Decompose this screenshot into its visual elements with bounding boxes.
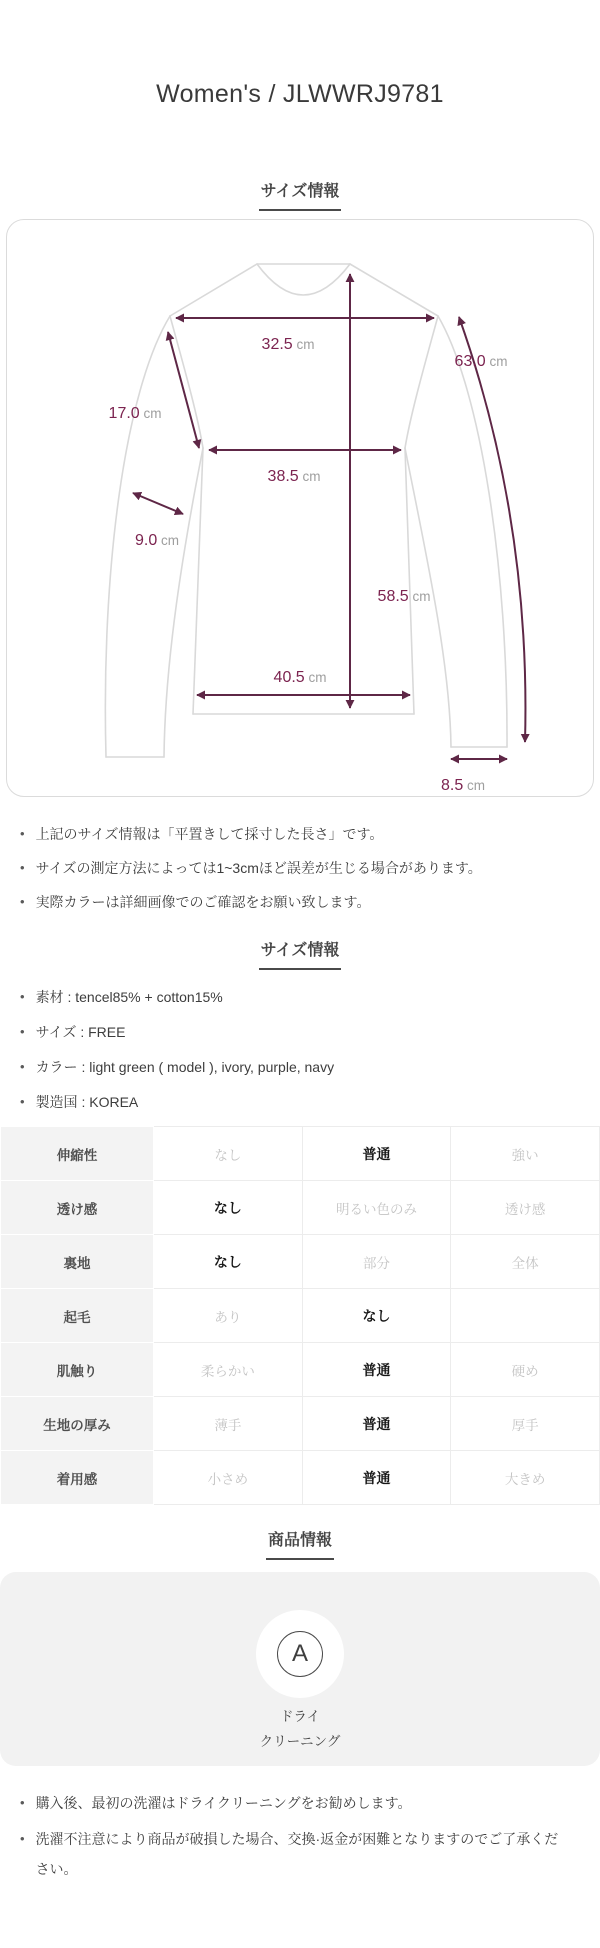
size-diagram-panel [6, 219, 594, 797]
attribute-value: 柔らかい [154, 1343, 303, 1397]
attribute-value-selected: なし [302, 1289, 451, 1343]
product-info-heading-label: 商品情報 [266, 1531, 334, 1560]
bullet-icon: • [20, 989, 25, 1004]
size-diagram-heading-label: サイズ情報 [259, 182, 342, 211]
attribute-value: あり [154, 1289, 303, 1343]
table-row [1, 1235, 600, 1289]
attribute-value: 大きめ [451, 1451, 600, 1505]
care-symbol-label-line1: ドライ [279, 1709, 321, 1724]
measurement-arrows [109, 274, 526, 794]
list-item [20, 1056, 572, 1078]
list-item [20, 1788, 572, 1818]
list-item-text: 実際カラーは詳細画像でのご確認をお願い致します。 [35, 894, 371, 910]
attribute-value-selected: 普通 [302, 1397, 451, 1451]
list-item-text: 洗濯不注意により商品が破損した場合、交換·返金が困難となりますのでご了承ください。 [35, 1831, 559, 1877]
row-label: 伸縮性 [1, 1127, 154, 1181]
measure-label-sleeve_length: 63.0 cm [454, 353, 508, 370]
care-symbol-label-line2: クリーニング [259, 1734, 341, 1749]
attribute-value-selected: なし [154, 1235, 303, 1289]
row-label: 肌触り [1, 1343, 154, 1397]
row-label: 着用感 [1, 1451, 154, 1505]
attribute-value: 強い [451, 1127, 600, 1181]
size-info-heading-label: サイズ情報 [259, 941, 342, 970]
measure-arrow-sleeve_length [459, 317, 525, 742]
care-instructions-panel [0, 1572, 600, 1766]
attribute-value-selected: 普通 [302, 1451, 451, 1505]
list-item-text: サイズの測定方法によっては1~3cmほど誤差が生じる場合があります。 [35, 860, 482, 876]
attributes-table [0, 1126, 600, 1505]
list-item-text: カラー : light green ( model ), ivory, purple, navy [35, 1059, 335, 1075]
table-row [1, 1289, 600, 1343]
garment-measurement-diagram [7, 220, 594, 795]
measure-label-cuff_width: 8.5 cm [441, 777, 485, 794]
attribute-value: 硬め [451, 1343, 600, 1397]
size-info-heading [0, 941, 600, 970]
list-item [20, 891, 572, 913]
attribute-value: なし [154, 1127, 303, 1181]
attribute-value: 薄手 [154, 1397, 303, 1451]
table-row [1, 1127, 600, 1181]
bullet-icon: • [20, 1795, 25, 1810]
attribute-value: 部分 [302, 1235, 451, 1289]
list-item [20, 1824, 572, 1884]
attribute-value: 明るい色のみ [302, 1181, 451, 1235]
row-label: 透け感 [1, 1181, 154, 1235]
bullet-icon: • [20, 1094, 25, 1109]
measure-label-total_length: 58.5 cm [377, 588, 431, 605]
page-title: Women's / JLWWRJ9781 [156, 80, 444, 108]
bullet-icon: • [20, 1024, 25, 1039]
attribute-value: 小さめ [154, 1451, 303, 1505]
measure-label-sleeve_width: 9.0 cm [135, 532, 179, 549]
list-item [20, 1091, 572, 1113]
attribute-value: 厚手 [451, 1397, 600, 1451]
bullet-icon: • [20, 826, 25, 841]
care-symbol-background [256, 1610, 344, 1698]
measure-label-armhole_depth: 17.0 cm [108, 405, 162, 422]
table-row [1, 1343, 600, 1397]
measure-arrow-armhole_depth [168, 332, 199, 448]
attribute-value-selected: なし [154, 1181, 303, 1235]
size-info-specs [0, 986, 600, 1113]
list-item [20, 857, 572, 879]
row-label: 起毛 [1, 1289, 154, 1343]
care-symbol-label [0, 1704, 600, 1754]
list-item [20, 986, 572, 1008]
dry-cleaning-a-icon: A [277, 1631, 323, 1677]
attribute-value-selected: 普通 [302, 1127, 451, 1181]
list-item-text: 素材 : tencel85% + cotton15% [35, 989, 223, 1005]
list-item-text: 購入後、最初の洗濯はドライクリーニングをお勧めします。 [35, 1795, 412, 1811]
attribute-value: 全体 [451, 1235, 600, 1289]
attribute-value-selected: 普通 [302, 1343, 451, 1397]
list-item-text: サイズ : FREE [35, 1024, 126, 1040]
list-item-text: 上記のサイズ情報は「平置きして採寸した長さ」です。 [35, 826, 384, 842]
attribute-value [451, 1289, 600, 1343]
bullet-icon: • [20, 860, 25, 875]
attribute-value: 透け感 [451, 1181, 600, 1235]
table-row [1, 1397, 600, 1451]
size-diagram-notes [0, 823, 600, 913]
bullet-icon: • [20, 1059, 25, 1074]
row-label: 裏地 [1, 1235, 154, 1289]
bullet-icon: • [20, 1831, 25, 1846]
product-info-heading [0, 1531, 600, 1560]
table-row [1, 1451, 600, 1505]
size-diagram-heading [0, 182, 600, 211]
row-label: 生地の厚み [1, 1397, 154, 1451]
list-item-text: 製造国 : KOREA [35, 1094, 139, 1110]
measure-label-shoulder_width: 32.5 cm [261, 336, 315, 353]
table-row [1, 1181, 600, 1235]
measure-arrow-sleeve_width [133, 493, 183, 514]
list-item [20, 1021, 572, 1043]
measure-label-hem_width: 40.5 cm [273, 669, 327, 686]
bullet-icon: • [20, 894, 25, 909]
measure-label-chest_width: 38.5 cm [267, 468, 321, 485]
list-item [20, 823, 572, 845]
